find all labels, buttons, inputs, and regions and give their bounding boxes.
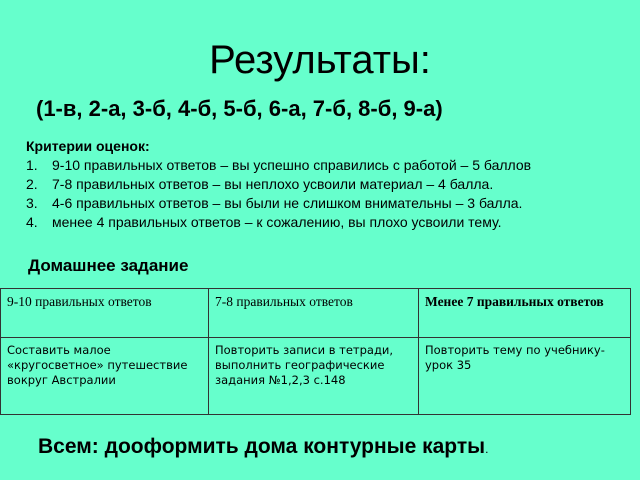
criteria-item-number: 4. [26, 214, 38, 230]
footer-text: Всем: дооформить дома контурные карты [38, 435, 486, 458]
criteria-item [26, 156, 531, 175]
criteria-item [26, 175, 531, 194]
table-header-row [1, 289, 631, 338]
table-cell: Повторить тему по учебнику-урок 35 [419, 338, 631, 415]
criteria-list [26, 156, 531, 232]
footer-dot: . [485, 442, 489, 456]
footer-note [38, 433, 488, 463]
table-cell: Составить малое «кругосветное» путешествие вокруг Австралии [1, 338, 209, 415]
column-header: Менее 7 правильных ответов [419, 289, 631, 338]
criteria-item [26, 194, 531, 213]
criteria-item-text: 9-10 правильных ответов – вы успешно справились с работой – 5 баллов [52, 157, 532, 173]
criteria-item-number: 2. [26, 176, 38, 192]
criteria-item-text: 4-6 правильных ответов – вы были не слишком внимательны – 3 балла. [52, 195, 523, 211]
criteria-item-text: 7-8 правильных ответов – вы неплохо усвоили материал – 4 балла. [52, 176, 494, 192]
table-row [1, 338, 631, 415]
slide-title: Результаты: [209, 38, 431, 82]
criteria-heading: Критерии оценок: [26, 138, 150, 154]
table-cell: Повторить записи в тетради, выполнить географические задания №1,2,3 с.148 [209, 338, 419, 415]
answers-key: (1-в, 2-а, 3-б, 4-б, 5-б, 6-а, 7-б, 8-б, 9-а) [36, 96, 443, 121]
criteria-item-text: менее 4 правильных ответов – к сожалению, вы плохо усвоили тему. [52, 214, 502, 230]
grading-criteria [26, 137, 531, 232]
criteria-item-number: 3. [26, 195, 38, 211]
homework-heading: Домашнее задание [28, 256, 189, 275]
column-header: 7-8 правильных ответов [209, 289, 419, 338]
criteria-item-number: 1. [26, 157, 38, 173]
criteria-item [26, 213, 531, 232]
column-header: 9-10 правильных ответов [1, 289, 209, 338]
homework-table [0, 288, 631, 415]
